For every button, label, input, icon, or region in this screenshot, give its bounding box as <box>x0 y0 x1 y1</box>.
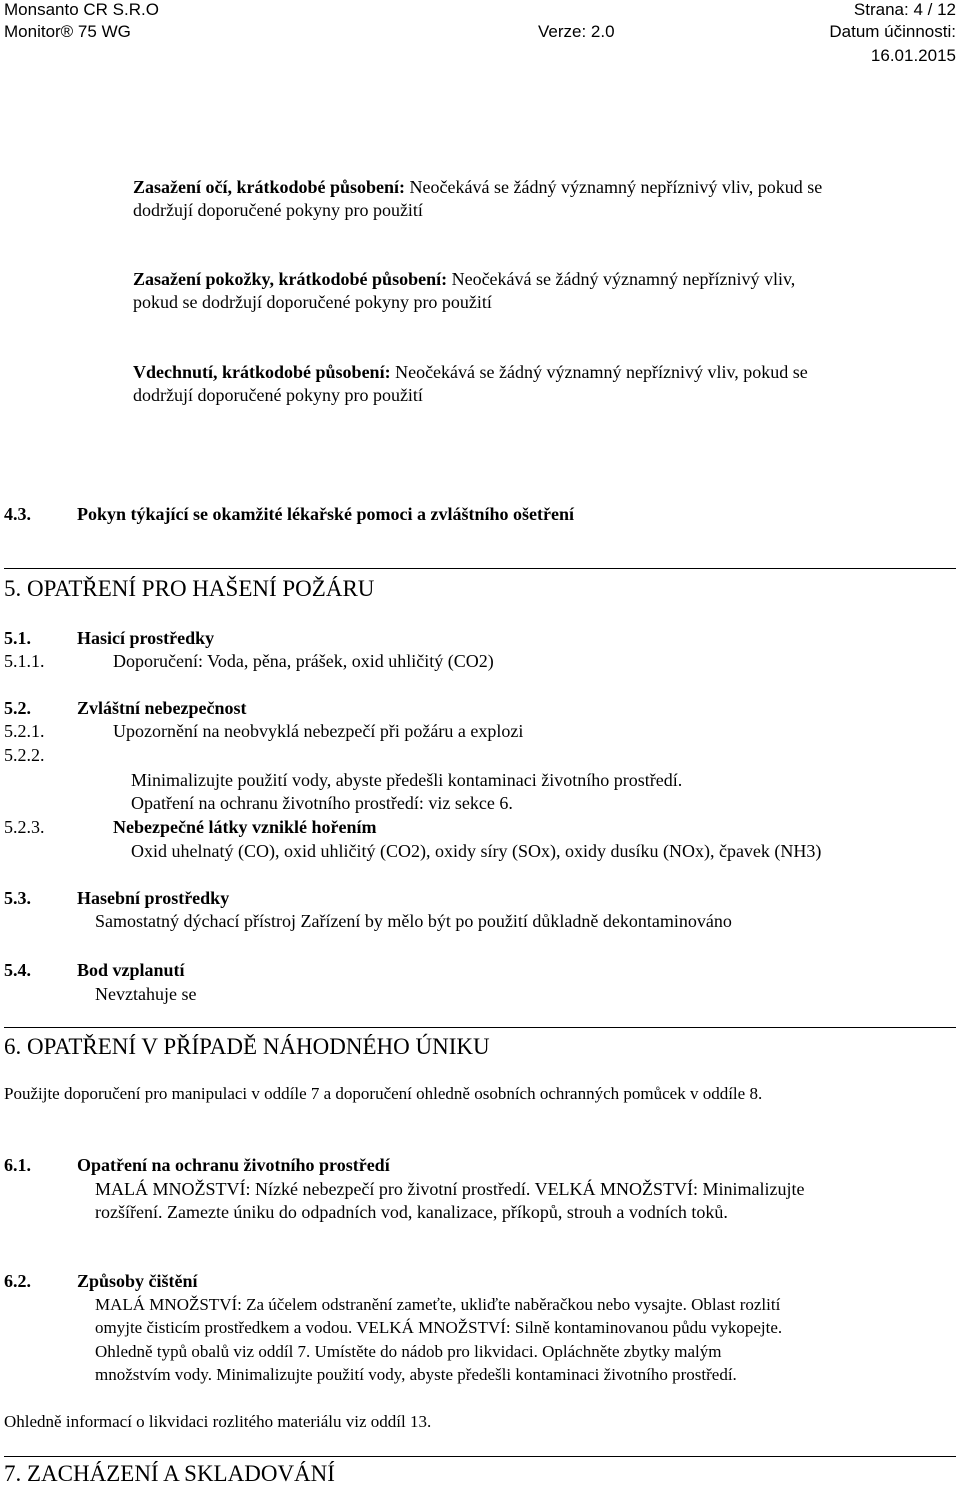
section-5-2-3-title: Nebezpečné látky vzniklé hořením <box>113 817 377 837</box>
section-5-1-1-number: 5.1.1. <box>4 651 45 671</box>
section-5-2-3-text: Oxid uhelnatý (CO), oxid uhličitý (CO2), oxidy síry (SOx), oxidy dusíku (NOx), čpavek (NH3) <box>131 841 822 861</box>
section-5-2-title: Zvláštní nebezpečnost <box>77 698 247 718</box>
section-5-4-number: 5.4. <box>4 960 31 980</box>
product-name: Monitor® 75 WG <box>4 22 131 41</box>
section-5-title: 5. OPATŘENÍ PRO HAŠENÍ POŽÁRU <box>4 576 375 601</box>
section-6-title: 6. OPATŘENÍ V PŘÍPADĚ NÁHODNÉHO ÚNIKU <box>4 1034 490 1059</box>
inhalation-line-2: dodržují doporučené pokyny pro použití <box>133 385 423 405</box>
section-6-2-text-4: množstvím vody. Minimalizujte použití vody, abyste předešli kontaminaci životního prostředí. <box>95 1365 737 1384</box>
section-6-1-title: Opatření na ochranu životního prostředí <box>77 1155 390 1175</box>
section-5-3-number: 5.3. <box>4 888 31 908</box>
section-6-2-title: Způsoby čištění <box>77 1271 198 1291</box>
section-4-3-number: 4.3. <box>4 504 31 524</box>
skin-exposure-line-1: Zasažení pokožky, krátkodobé působení: Neočekává se žádný významný nepříznivý vliv, <box>133 269 796 289</box>
section-6-2-text-2: omyjte čisticím prostředkem a vodou. VELKÁ MNOŽSTVÍ: Silně kontaminovanou půdu vykopejte. <box>95 1318 783 1337</box>
section-6-2-text-3: Ohledně typů obalů viz oddíl 7. Umístěte do nádob pro likvidaci. Opláchněte zbytky malým <box>95 1342 722 1361</box>
section-5-2-2-text-1: Minimalizujte použití vody, abyste předešli kontaminaci životního prostředí. <box>131 770 683 790</box>
section-5-4-text: Nevztahuje se <box>95 984 197 1004</box>
section-6-intro: Použijte doporučení pro manipulaci v oddíle 7 a doporučení ohledně osobních ochranných pomůcek v oddíle 8. <box>4 1084 763 1103</box>
skin-exposure-line-2: pokud se dodržují doporučené pokyny pro použití <box>133 292 492 312</box>
section-5-3-title: Hasební prostředky <box>77 888 230 908</box>
section-5-2-1-text: Upozornění na neobvyklá nebezpečí při požáru a explozi <box>113 721 524 741</box>
skin-exposure-label: Zasažení pokožky, krátkodobé působení: <box>133 269 448 289</box>
section-5-2-1-number: 5.2.1. <box>4 721 45 741</box>
section-5-1-number: 5.1. <box>4 628 31 648</box>
section-divider <box>4 568 956 569</box>
section-6-2-number: 6.2. <box>4 1271 31 1291</box>
eye-exposure-line-2: dodržují doporučené pokyny pro použití <box>133 200 423 220</box>
eye-exposure-label: Zasažení očí, krátkodobé působení: <box>133 177 406 197</box>
section-5-1-1-text: Doporučení: Voda, pěna, prášek, oxid uhličitý (CO2) <box>113 651 494 671</box>
section-6-1-text-2: rozšíření. Zamezte úniku do odpadních vod, kanalizace, příkopů, strouh a vodních toků. <box>95 1202 728 1222</box>
effective-date: 16.01.2015 <box>870 46 956 65</box>
section-5-1-title: Hasicí prostředky <box>77 628 215 648</box>
section-6-2-text-1: MALÁ MNOŽSTVÍ: Za účelem odstranění zameťte, ukliďte naběračkou nebo vysajte. Oblast rozlití <box>95 1295 781 1314</box>
section-5-2-2-number: 5.2.2. <box>4 745 45 765</box>
section-divider <box>4 1027 956 1028</box>
section-5-2-number: 5.2. <box>4 698 31 718</box>
page-number: Strana: 4 / 12 <box>853 0 956 19</box>
company-name: Monsanto CR S.R.O <box>4 0 159 19</box>
version: Verze: 2.0 <box>538 22 615 41</box>
effective-date-label: Datum účinnosti: <box>829 22 956 41</box>
section-4-3-title: Pokyn týkající se okamžité lékařské pomoci a zvláštního ošetření <box>77 504 574 524</box>
section-6-1-text-1: MALÁ MNOŽSTVÍ: Nízké nebezpečí pro životní prostředí. VELKÁ MNOŽSTVÍ: Minimalizujte <box>95 1179 805 1199</box>
inhalation-label: Vdechnutí, krátkodobé působení: <box>133 362 391 382</box>
section-5-4-title: Bod vzplanutí <box>77 960 185 980</box>
section-5-2-2-text-2: Opatření na ochranu životního prostředí: viz sekce 6. <box>131 793 513 813</box>
section-7-title: 7. ZACHÁZENÍ A SKLADOVÁNÍ <box>4 1461 335 1486</box>
section-5-2-3-number: 5.2.3. <box>4 817 45 837</box>
section-divider <box>4 1456 956 1457</box>
section-5-3-text: Samostatný dýchací přístroj Zařízení by mělo být po použití důkladně dekontaminováno <box>95 911 732 931</box>
eye-exposure-line-1: Zasažení očí, krátkodobé působení: Neočekává se žádný významný nepříznivý vliv, pokud se <box>133 177 823 197</box>
section-6-1-number: 6.1. <box>4 1155 31 1175</box>
section-6-footer-note: Ohledně informací o likvidaci rozlitého materiálu viz oddíl 13. <box>4 1412 432 1431</box>
inhalation-line-1: Vdechnutí, krátkodobé působení: Neočekává se žádný významný nepříznivý vliv, pokud se <box>133 362 808 382</box>
